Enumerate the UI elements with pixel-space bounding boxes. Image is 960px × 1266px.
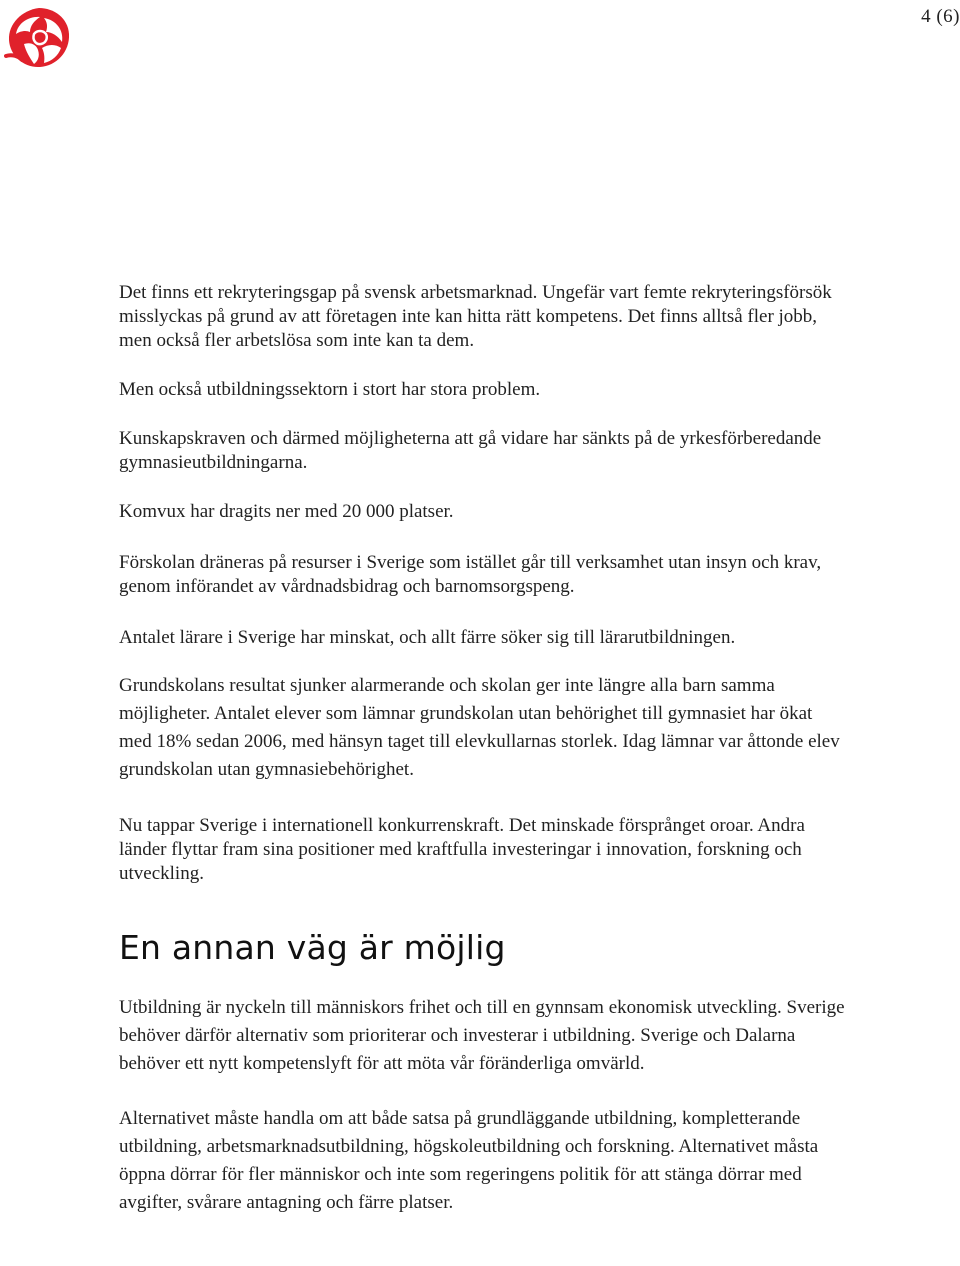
paragraph-recruitment-gap: Det finns ett rekryteringsgap på svensk arbetsmarknad. Ungefär vart femte rekryteringsförsök misslyckas på grund av att företagen inte kan hitta rätt kompetens. Det finns alltså fler jobb, men också fler arbetslösa som inte kan ta dem. [119, 282, 832, 351]
section-heading: En annan väg är möjlig [119, 928, 506, 967]
paragraph-preschool: Förskolan dräneras på resurser i Sverige som istället går till verksamhet utan insyn och krav, genom införandet av vårdnadsbidrag och barnomsorgspeng. [119, 552, 822, 597]
paragraph-education-key: Utbildning är nyckeln till människors frihet och till en gynnsam ekonomisk utveckling. Sverige behöver därför alternativ som prioriterar och investerar i utbildning. Sverige och Dalarna behöver ett nytt kompetenslyft för att möta vår föränderliga omvärld. [119, 997, 845, 1074]
paragraph-knowledge-requirements: Kunskapskraven och därmed möjligheterna att gå vidare har sänkts på de yrkesförberedande gymnasieutbildningarna. [119, 428, 822, 473]
paragraph-teachers: Antalet lärare i Sverige har minskat, och allt färre söker sig till lärarutbildningen. [119, 627, 736, 648]
party-logo [4, 4, 74, 72]
page-number: 4 (6) [921, 6, 960, 27]
paragraph-competitiveness: Nu tappar Sverige i internationell konkurrenskraft. Det minskade försprånget oroar. Andra länder flyttar fram sina positioner med kraftfulla investeringar i innovation, forskning och utveckling. [119, 815, 805, 884]
paragraph-education-problems: Men också utbildningssektorn i stort har stora problem. [119, 379, 541, 400]
paragraph-komvux: Komvux har dragits ner med 20 000 platser. [119, 501, 454, 522]
paragraph-primary-school: Grundskolans resultat sjunker alarmerande och skolan ger inte längre alla barn samma möjligheter. Antalet elever som lämnar grundskolan utan behörighet till gymnasiet har ökat med 18% sedan 2006, med hänsyn taget till elevkullarnas storlek. Idag lämnar var åttonde elev grundskolan utan gymnasiebehörighet. [119, 675, 840, 780]
document-body [119, 281, 849, 1217]
red-rose-logo-icon [4, 4, 74, 72]
paragraph-alternative: Alternativet måste handla om att både satsa på grundläggande utbildning, kompletterande utbildning, arbetsmarknadsutbildning, högskoleutbildning och forskning. Alternativet måsta öppna dörrar för fler människor och inte som regeringens politik för att stänga dörrar med avgifter, svårare antagning och färre platser. [119, 1108, 819, 1213]
